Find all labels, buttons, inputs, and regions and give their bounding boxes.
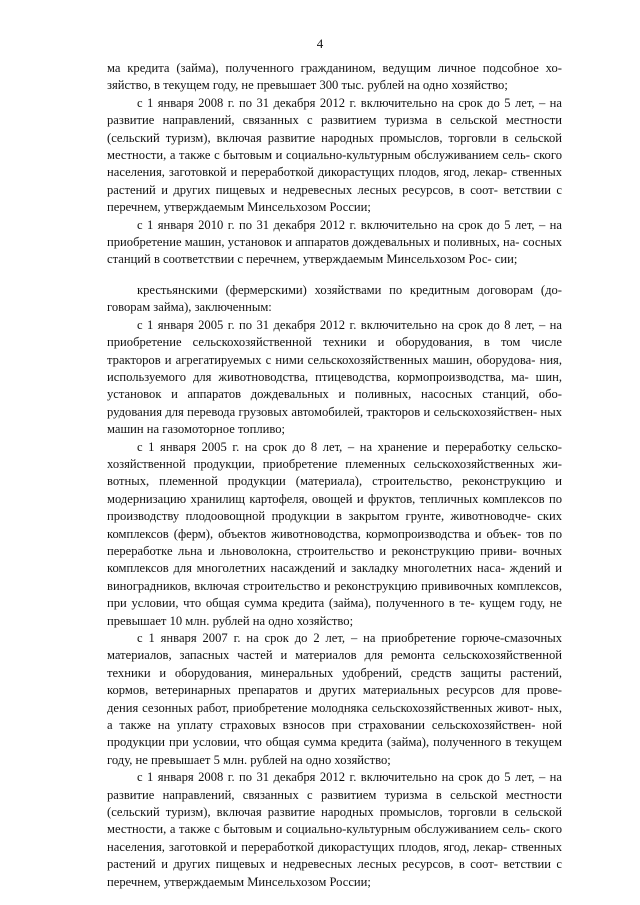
paragraph (107, 317, 562, 439)
text-line: местности, а также с бытовым и социально-культурным обслуживанием сель- (107, 148, 530, 163)
text-line: зяйство, в текущем году, не превышает 300 тыс. рублей на одно хозяйство; (107, 78, 508, 93)
text-line: крестьянскими (фермерскими) хозяйствами по кредитным договорам (до- (137, 282, 562, 297)
text-line: ветствии с перечнем, утверждаемым Минсельхозом России; (107, 857, 562, 889)
text-line: модернизацию хранилищ картофеля, овощей и фруктов, тепличных комплексов (107, 491, 545, 506)
text-line: дения сезонных работ, приобретение молодняка сельскохозяйственных живот- (107, 700, 534, 715)
paragraph (107, 60, 562, 95)
text-line: рудования для перевода грузовых автомобилей, тракторов и сельскохозяйствен- (107, 404, 538, 419)
paragraph (107, 95, 562, 217)
text-line: ных, а также на уплату страховых взносов при страховании сельскохозяйствен- (107, 700, 562, 733)
paragraph (107, 630, 562, 769)
text-line: (сельский туризм), включая развитие народных промыслов, торговли в сельской (107, 130, 562, 145)
text-line: с 1 января 2008 г. по 31 декабря 2012 г. включительно на срок до 5 лет, – (137, 95, 546, 110)
text-line: ственных растений и других пищевых и недревесных лесных ресурсов, в соот- (107, 165, 562, 197)
text-line: кормов, ветеринарных препаратов и других материальных ресурсов для прове- (107, 683, 562, 698)
text-line: ского населения, заготовкой и переработкой дикорастущих плодов, ягод, лекар- (107, 148, 562, 180)
text-line: ственных растений и других пищевых и недревесных лесных ресурсов, в соот- (107, 839, 562, 872)
text-line: ния, используемого для животноводства, птицеводства, кормопроизводства, ма- (107, 352, 562, 384)
text-line: тракторов и агрегатируемых с ними сельскохозяйственных машин, оборудова- (107, 352, 536, 367)
text-line: ных машин на газомоторное топливо; (107, 404, 563, 437)
text-line: с 1 января 2010 г. по 31 декабря 2012 г. включительно на срок до 5 лет, – (137, 217, 546, 232)
text-line: ной продукции при условии, что общая сумма кредита (займа), полученного в (107, 718, 562, 750)
text-line: ветствии с перечнем, утверждаемым Минсельхозом России; (107, 182, 562, 215)
text-line: ских комплексов (ферм), объектов животноводства, кормопроизводства и объек- (107, 509, 563, 541)
text-line: текущем году, не превышает 5 млн. рублей на одно хозяйство; (107, 735, 562, 767)
paragraph (107, 282, 562, 317)
text-line: сосных станций в соответствии с перечнем, утверждаемым Минсельхозом Рос- (107, 235, 562, 267)
text-line: ма кредита (займа), полученного гражданином, ведущим личное подсобное хо- (107, 61, 562, 75)
text-line: с 1 января 2007 г. на срок до 2 лет, – на приобретение горюче-смазочных (137, 631, 562, 645)
text-line: тов по переработке льна и льноволокна, строительство и реконструкцию приви- (107, 526, 562, 558)
text-line: (сельский туризм), включая развитие народных промыслов, торговли в сельской (107, 805, 562, 820)
text-line: на приобретение машин, установок и аппаратов дождевальных и поливных, на- (107, 217, 563, 250)
text-line: сии; (494, 252, 518, 267)
text-line: ждений и виноградников, включая строительство и реконструкцию прививочных (107, 561, 562, 593)
text-line: кущем году, не превышает 10 млн. рублей на одно хозяйство; (107, 596, 563, 628)
text-line: на развитие направлений, связанных с развитием туризма в сельской местности (107, 95, 563, 128)
document-body (107, 60, 562, 891)
paragraph (107, 769, 562, 891)
text-line: шин, установок и аппаратов дождевальных и поливных, насосных станций, обо- (107, 369, 562, 402)
text-line: говорам займа), заключенным: (107, 300, 272, 315)
text-line: местности, а также с бытовым и социально-культурным обслуживанием сель- (107, 822, 530, 837)
text-line: техники и оборудования, минеральных удобрений, средств защиты растений, (107, 665, 562, 680)
text-line: вочных комплексов для многолетних насаждений и закладку многолетних наса- (107, 543, 563, 576)
paragraph (107, 217, 562, 269)
text-line: с 1 января 2005 г. по 31 декабря 2012 г. включительно на срок до 8 лет, – (137, 317, 546, 332)
text-line: на приобретение сельскохозяйственной техники и оборудования, в том числе (107, 317, 563, 350)
text-line: вотных, племенной продукции (материала), строительство, реконструкцию и (107, 474, 562, 489)
text-line: комплексов, при условии, что общая сумма кредита (займа), полученного в те- (107, 578, 562, 611)
text-line: с 1 января 2005 г. на срок до 8 лет, – на хранение и переработку сельско- (137, 439, 562, 454)
paragraph (107, 439, 562, 630)
text-line: на развитие направлений, связанных с развитием туризма в сельской местности (107, 770, 563, 802)
page-number: 4 (316, 36, 324, 51)
text-line: с 1 января 2008 г. по 31 декабря 2012 г. включительно на срок до 5 лет, – (137, 770, 546, 785)
text-line: хозяйственной продукции, приобретение племенных сельскохозяйственных жи- (107, 456, 562, 471)
text-line: материалов, запасных частей и материалов для ремонта сельскохозяйственной (107, 648, 562, 663)
text-line: ского населения, заготовкой и переработкой дикорастущих плодов, ягод, лекар- (107, 822, 562, 854)
text-line: по производству плодоовощной продукции в закрытом грунте, животноводче- (107, 491, 562, 524)
